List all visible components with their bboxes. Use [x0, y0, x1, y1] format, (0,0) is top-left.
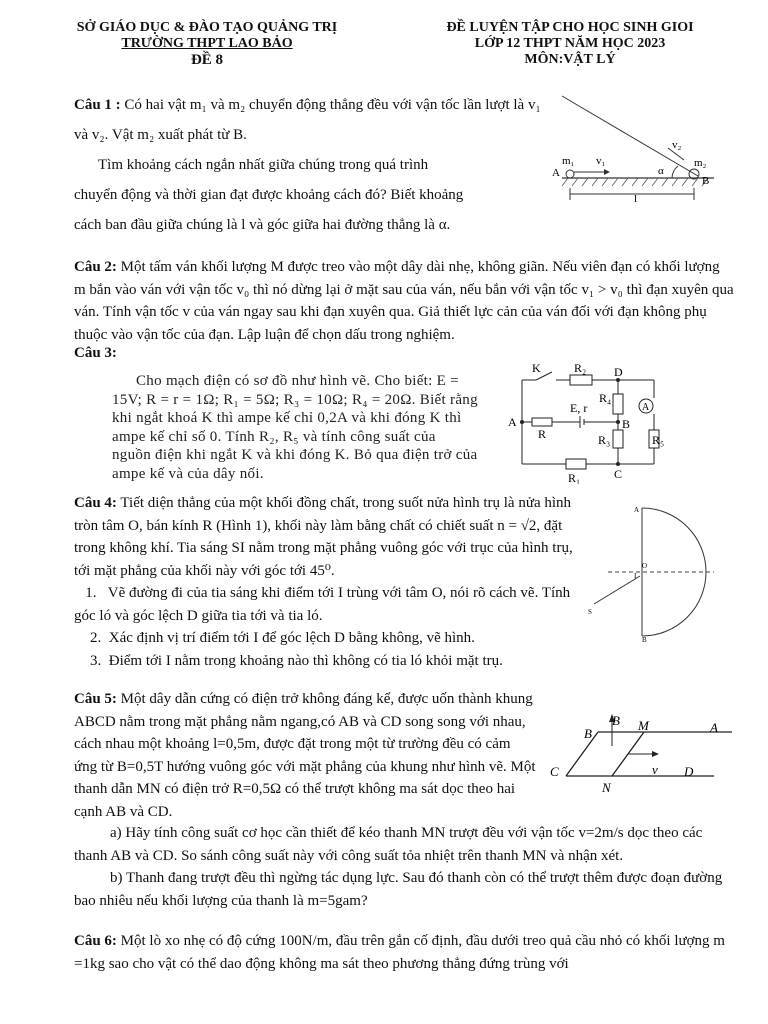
figure-1-label-alpha: α	[658, 165, 664, 177]
figure-3-label-R5: R₅	[652, 433, 665, 447]
figure-4-label-B: B	[642, 636, 647, 644]
figure-1-label-m2: m₂	[694, 157, 707, 169]
figure-3-label-R: R	[538, 427, 547, 441]
figure-3-label-Er: E, r	[570, 401, 588, 415]
figure-5-label-v: v	[652, 762, 658, 777]
header-right	[400, 20, 740, 68]
figure-3-label-R2: R₂	[574, 361, 587, 375]
question-6	[74, 930, 734, 975]
figure-3-label-R3: R₃	[598, 433, 611, 447]
question-6-label: Câu 6:	[74, 933, 117, 949]
question-1	[74, 90, 542, 240]
question-5-text: Một dây dẫn cứng có điện trở không đáng kể, được uốn thành khung ABCD nằm trong mặt phẳng nằm ngang,có AB và CD song song với nhau, cách nhau một khoảng l=0,5m, được đặt trong một từ trường đều có cảm ứng từ B=0,5T hướng vuông góc với mặt phẳng của khung như hình vẽ. Một thanh dẫn MN có điện trở R=0,5Ω có thể trượt không ma sát dọc theo hai cạnh AB và CD.	[74, 691, 536, 820]
figure-1-label-l: l	[634, 193, 638, 205]
figure-5-label-A: A	[710, 720, 718, 735]
exam-grade-year: LỚP 12 THPT NĂM HỌC 2023	[474, 36, 666, 51]
figure-3-label-D: D	[614, 365, 623, 379]
question-1-label: Câu 1 :	[74, 97, 121, 113]
figure-1-label-m1: m₁	[562, 155, 575, 167]
exam-code: ĐỀ 8	[190, 52, 224, 68]
figure-4-half-cylinder	[580, 500, 720, 646]
figure-1-label-A: A	[552, 167, 560, 179]
figure-1-label-v2: v₂	[672, 139, 682, 151]
figure-1-motion-diagram	[548, 92, 728, 210]
question-2-label: Câu 2:	[74, 259, 117, 275]
question-3-label: Câu 3:	[74, 345, 117, 361]
exam-subject: MÔN:VẬT LÝ	[524, 52, 616, 67]
figure-5-label-B: B	[584, 726, 592, 741]
question-4-item-1: 1. Vẽ đường đi của tia sáng khi điểm tới I trùng với tâm O, nói rõ cách vẽ. Tính góc ló và góc lệch D giữa tia tới và tia ló.	[74, 585, 571, 624]
figure-5-label-C: C	[550, 764, 559, 779]
figure-3-label-R4: R₄	[599, 391, 612, 405]
figure-4-label-A: A	[634, 506, 640, 514]
question-5-part-b: b) Thanh đang trượt đều thì ngừng tác dụng lực. Sau đó thanh còn có thể trượt thêm được đoạn đường bao nhiêu nếu khối lượng của thanh là m=5gam?	[74, 870, 723, 909]
question-6-statement	[74, 930, 734, 975]
question-1-text: Có hai vật m₁ và m₂ chuyển động thẳng đều với vận tốc lần lượt là v₁ và v₂. Vật m₂ xuất phát từ B.	[74, 97, 541, 143]
question-4-item-2: 2. Xác định vị trí điểm tới I để góc lệch D bằng không, vẽ hình.	[90, 630, 475, 646]
figure-3-label-B: B	[622, 417, 631, 431]
question-4-statement	[74, 492, 574, 582]
question-4-item-3: 3. Điểm tới I nằm trong khoảng nào thì không có tia ló khỏi mặt trụ.	[90, 652, 503, 669]
figure-1-label-v1: v₁	[596, 155, 606, 167]
figure-4-label-O: O	[642, 562, 648, 570]
header-left	[52, 20, 362, 68]
question-3-text: Cho mạch điện có sơ đồ như hình vẽ. Cho biết: E = 15V; R = r = 1Ω; R₁ = 5Ω; R₃ = 10Ω; R₄ = 20Ω. Biết rằng khi ngắt khoá K thì ampe kế chỉ 0,2A và khi đóng K thì ampe kế chỉ số 0. Tính R₂, R₅ và tính công suất của nguồn điện khi ngắt K và khi đóng K. Bỏ qua điện trở của ampe kế và của dây nối.	[112, 373, 478, 482]
exam-title: ĐỀ LUYỆN TẬP CHO HỌC SINH GIOI	[446, 20, 694, 35]
figure-4-label-I: I	[634, 572, 637, 580]
figure-3-label-C: C	[614, 467, 623, 481]
figure-3-label-A: A	[508, 415, 517, 429]
question-4-text: Tiết diện thẳng của một khối đồng chất, trong suốt nửa hình trụ là nửa hình tròn tâm O, bán kính R (Hình 1), khối này làm bằng chất có chiết suất n = √2, đặt trong không khí. Tia sáng SI nằm trong mặt phẳng vuông góc với trục của hình trụ, tới mặt phẳng của khối này với góc tới 45⁰.	[74, 495, 573, 579]
question-2-statement	[74, 256, 734, 346]
question-1-statement	[74, 90, 542, 150]
figure-1-label-B: B	[702, 175, 710, 187]
question-6-text: Một lò xo nhẹ có độ cứng 100N/m, đầu trên gắn cố định, đầu dưới treo quả cầu nhỏ có khối lượng m =1kg sao cho vật có thể dao động không ma sát theo phương thẳng đứng trùng với	[74, 933, 725, 972]
question-2-text: Một tấm ván khối lượng M được treo vào một dây dài nhẹ, không giãn. Nếu viên đạn có khối lượng m bắn vào ván với vận tốc v₀ thì nó dừng lại ở mặt sau của ván, nếu bắn với vận tốc v₁ > v₀ thì đạn xuyên qua ván. Tính vận tốc v của ván ngay sau khi đạn xuyên qua. Giả thiết lực cản của ván đối với đạn không phụ thuộc vào vận tốc của đạn. Lập luận để chọn dấu trong nghiệm.	[74, 259, 734, 343]
figure-3-label-R1: R₁	[568, 471, 581, 484]
department-name: SỞ GIÁO DỤC & ĐÀO TẠO QUẢNG TRỊ	[76, 20, 338, 35]
question-5-label: Câu 5:	[74, 691, 117, 707]
figure-5-rail-frame	[546, 710, 738, 800]
figure-5-label-D: D	[684, 764, 694, 779]
question-5-statement	[74, 688, 536, 823]
figure-5-label-N: N	[602, 780, 611, 795]
school-name: TRƯỜNG THPT LAO BẢO	[121, 36, 293, 51]
figure-3-label-ammeter: A	[642, 402, 650, 413]
question-4	[74, 492, 574, 672]
figure-3-label-K: K	[532, 361, 541, 375]
question-1-task: Tìm khoảng cách ngắn nhất giữa chúng trong quá trình chuyển động và thời gian đạt được khoảng cách đó? Biết khoảng cách ban đầu giữa chúng là l và góc giữa hai đường thẳng là α.	[74, 157, 464, 233]
question-5-parts	[74, 822, 734, 912]
question-5	[74, 688, 536, 823]
question-2	[74, 256, 734, 346]
question-5-part-a: a) Hãy tính công suất cơ học cần thiết để kéo thanh MN trượt đều với vận tốc v=2m/s dọc theo các thanh AB và CD. So sánh công suất này với công suất tỏa nhiệt trên thanh MN và nhận xét.	[74, 825, 703, 864]
figure-4-label-S: S	[588, 608, 592, 616]
figure-3-circuit-diagram	[506, 360, 696, 484]
figure-5-label-M: M	[638, 718, 649, 733]
figure-5-label-B-vector: B	[612, 713, 620, 728]
question-4-label: Câu 4:	[74, 495, 117, 511]
